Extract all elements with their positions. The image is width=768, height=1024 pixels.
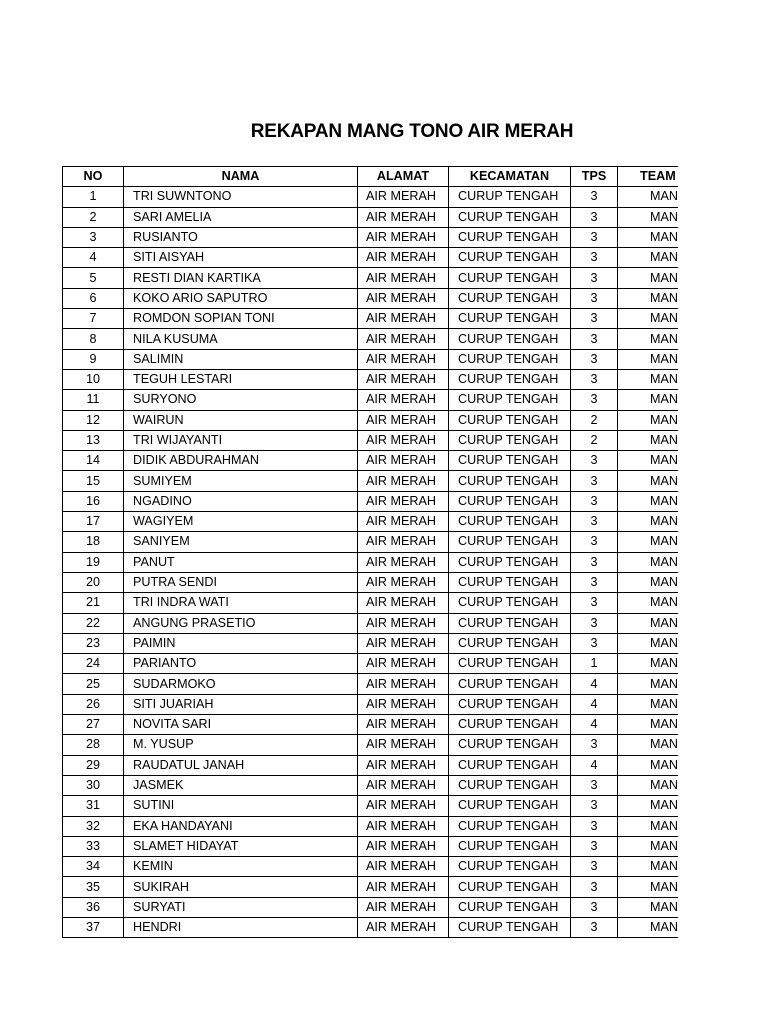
table-row	[63, 816, 679, 836]
row-alamat-cell: AIR MERAH	[358, 877, 449, 897]
row-alamat-cell: AIR MERAH	[358, 369, 449, 389]
row-team-cell: MAN	[618, 917, 679, 937]
row-alamat-cell: AIR MERAH	[358, 735, 449, 755]
row-kecamatan-cell: CURUP TENGAH	[449, 654, 571, 674]
row-nama-cell: PAIMIN	[124, 633, 358, 653]
row-team-cell: MAN	[618, 613, 679, 633]
row-no-cell: 2	[63, 207, 124, 227]
row-team-cell: MAN	[618, 471, 679, 491]
row-alamat-cell: AIR MERAH	[358, 593, 449, 613]
row-alamat-cell: AIR MERAH	[358, 512, 449, 532]
row-team-cell: MAN	[618, 451, 679, 471]
row-kecamatan-cell: CURUP TENGAH	[449, 917, 571, 937]
table-row	[63, 633, 679, 653]
row-team-cell: MAN	[618, 877, 679, 897]
header-row	[63, 167, 679, 187]
row-kecamatan-cell: CURUP TENGAH	[449, 775, 571, 795]
row-no-cell: 27	[63, 715, 124, 735]
row-alamat-cell: AIR MERAH	[358, 552, 449, 572]
row-nama-cell: NOVITA SARI	[124, 715, 358, 735]
row-no-cell: 37	[63, 917, 124, 937]
table-row	[63, 329, 679, 349]
table-row	[63, 775, 679, 795]
row-nama-cell: TRI INDRA WATI	[124, 593, 358, 613]
row-nama-cell: KEMIN	[124, 857, 358, 877]
table-row	[63, 897, 679, 917]
row-no-cell: 23	[63, 633, 124, 653]
table-body	[63, 187, 679, 938]
row-no-cell: 29	[63, 755, 124, 775]
row-alamat-cell: AIR MERAH	[358, 613, 449, 633]
header-nama: NAMA	[124, 167, 358, 187]
row-alamat-cell: AIR MERAH	[358, 654, 449, 674]
table-row	[63, 552, 679, 572]
row-nama-cell: WAIRUN	[124, 410, 358, 430]
row-tps-cell: 3	[571, 309, 618, 329]
row-team-cell: MAN	[618, 633, 679, 653]
row-no-cell: 1	[63, 187, 124, 207]
row-no-cell: 19	[63, 552, 124, 572]
row-alamat-cell: AIR MERAH	[358, 288, 449, 308]
row-team-cell: MAN	[618, 552, 679, 572]
table-row	[63, 187, 679, 207]
row-alamat-cell: AIR MERAH	[358, 227, 449, 247]
row-alamat-cell: AIR MERAH	[358, 897, 449, 917]
table-row	[63, 491, 679, 511]
row-tps-cell: 3	[571, 775, 618, 795]
row-nama-cell: KOKO ARIO SAPUTRO	[124, 288, 358, 308]
row-kecamatan-cell: CURUP TENGAH	[449, 735, 571, 755]
table-row	[63, 227, 679, 247]
row-team-cell: MAN	[618, 329, 679, 349]
row-alamat-cell: AIR MERAH	[358, 248, 449, 268]
row-alamat-cell: AIR MERAH	[358, 857, 449, 877]
row-no-cell: 9	[63, 349, 124, 369]
row-nama-cell: SUMIYEM	[124, 471, 358, 491]
table-row	[63, 613, 679, 633]
row-team-cell: MAN	[618, 309, 679, 329]
row-alamat-cell: AIR MERAH	[358, 410, 449, 430]
row-no-cell: 3	[63, 227, 124, 247]
row-kecamatan-cell: CURUP TENGAH	[449, 430, 571, 450]
row-tps-cell: 3	[571, 633, 618, 653]
row-tps-cell: 3	[571, 227, 618, 247]
row-kecamatan-cell: CURUP TENGAH	[449, 857, 571, 877]
row-team-cell: MAN	[618, 775, 679, 795]
row-team-cell: MAN	[618, 532, 679, 552]
row-no-cell: 28	[63, 735, 124, 755]
table-row	[63, 836, 679, 856]
row-nama-cell: TRI WIJAYANTI	[124, 430, 358, 450]
row-tps-cell: 3	[571, 349, 618, 369]
row-nama-cell: RUSIANTO	[124, 227, 358, 247]
row-nama-cell: SALIMIN	[124, 349, 358, 369]
row-kecamatan-cell: CURUP TENGAH	[449, 694, 571, 714]
row-kecamatan-cell: CURUP TENGAH	[449, 471, 571, 491]
table-row	[63, 796, 679, 816]
row-tps-cell: 3	[571, 390, 618, 410]
row-tps-cell: 3	[571, 248, 618, 268]
row-nama-cell: WAGIYEM	[124, 512, 358, 532]
row-no-cell: 18	[63, 532, 124, 552]
row-no-cell: 32	[63, 816, 124, 836]
row-tps-cell: 3	[571, 593, 618, 613]
row-alamat-cell: AIR MERAH	[358, 816, 449, 836]
row-no-cell: 20	[63, 572, 124, 592]
row-kecamatan-cell: CURUP TENGAH	[449, 796, 571, 816]
row-team-cell: MAN	[618, 390, 679, 410]
table-row	[63, 532, 679, 552]
row-tps-cell: 4	[571, 715, 618, 735]
row-kecamatan-cell: CURUP TENGAH	[449, 715, 571, 735]
row-nama-cell: RAUDATUL JANAH	[124, 755, 358, 775]
row-team-cell: MAN	[618, 593, 679, 613]
row-nama-cell: SUDARMOKO	[124, 674, 358, 694]
row-no-cell: 4	[63, 248, 124, 268]
table-row	[63, 755, 679, 775]
row-kecamatan-cell: CURUP TENGAH	[449, 613, 571, 633]
row-nama-cell: SITI JUARIAH	[124, 694, 358, 714]
row-nama-cell: NGADINO	[124, 491, 358, 511]
row-team-cell: MAN	[618, 796, 679, 816]
row-no-cell: 12	[63, 410, 124, 430]
header-tps: TPS	[571, 167, 618, 187]
table-row	[63, 917, 679, 937]
row-nama-cell: HENDRI	[124, 917, 358, 937]
row-team-cell: MAN	[618, 207, 679, 227]
row-kecamatan-cell: CURUP TENGAH	[449, 877, 571, 897]
table-row	[63, 572, 679, 592]
row-team-cell: MAN	[618, 654, 679, 674]
row-nama-cell: SARI AMELIA	[124, 207, 358, 227]
table-row	[63, 288, 679, 308]
row-tps-cell: 3	[571, 816, 618, 836]
header-kecamatan: KECAMATAN	[449, 167, 571, 187]
row-nama-cell: JASMEK	[124, 775, 358, 795]
row-tps-cell: 3	[571, 471, 618, 491]
row-alamat-cell: AIR MERAH	[358, 207, 449, 227]
table-row	[63, 390, 679, 410]
row-no-cell: 36	[63, 897, 124, 917]
row-tps-cell: 2	[571, 430, 618, 450]
table-row	[63, 877, 679, 897]
row-no-cell: 34	[63, 857, 124, 877]
row-nama-cell: M. YUSUP	[124, 735, 358, 755]
row-nama-cell: SLAMET HIDAYAT	[124, 836, 358, 856]
table-row	[63, 735, 679, 755]
row-no-cell: 15	[63, 471, 124, 491]
table-row	[63, 248, 679, 268]
row-nama-cell: ANGUNG PRASETIO	[124, 613, 358, 633]
row-kecamatan-cell: CURUP TENGAH	[449, 836, 571, 856]
table-row	[63, 654, 679, 674]
row-tps-cell: 3	[571, 268, 618, 288]
row-nama-cell: SURYONO	[124, 390, 358, 410]
row-team-cell: MAN	[618, 694, 679, 714]
table-row	[63, 268, 679, 288]
row-no-cell: 17	[63, 512, 124, 532]
row-tps-cell: 3	[571, 897, 618, 917]
row-tps-cell: 3	[571, 369, 618, 389]
row-tps-cell: 1	[571, 654, 618, 674]
table-row	[63, 715, 679, 735]
header-no: NO	[63, 167, 124, 187]
row-no-cell: 8	[63, 329, 124, 349]
row-team-cell: MAN	[618, 755, 679, 775]
row-team-cell: MAN	[618, 268, 679, 288]
row-nama-cell: SUTINI	[124, 796, 358, 816]
row-tps-cell: 3	[571, 613, 618, 633]
row-no-cell: 33	[63, 836, 124, 856]
row-tps-cell: 3	[571, 451, 618, 471]
row-no-cell: 5	[63, 268, 124, 288]
row-team-cell: MAN	[618, 227, 679, 247]
row-alamat-cell: AIR MERAH	[358, 775, 449, 795]
row-no-cell: 13	[63, 430, 124, 450]
table-row	[63, 410, 679, 430]
row-alamat-cell: AIR MERAH	[358, 187, 449, 207]
row-no-cell: 6	[63, 288, 124, 308]
row-tps-cell: 3	[571, 207, 618, 227]
row-team-cell: MAN	[618, 816, 679, 836]
table-row	[63, 349, 679, 369]
row-tps-cell: 3	[571, 187, 618, 207]
row-nama-cell: PANUT	[124, 552, 358, 572]
row-kecamatan-cell: CURUP TENGAH	[449, 227, 571, 247]
row-team-cell: MAN	[618, 735, 679, 755]
row-no-cell: 25	[63, 674, 124, 694]
row-team-cell: MAN	[618, 857, 679, 877]
row-kecamatan-cell: CURUP TENGAH	[449, 816, 571, 836]
row-alamat-cell: AIR MERAH	[358, 329, 449, 349]
row-kecamatan-cell: CURUP TENGAH	[449, 491, 571, 511]
row-kecamatan-cell: CURUP TENGAH	[449, 512, 571, 532]
data-table-container	[62, 166, 678, 938]
row-nama-cell: PUTRA SENDI	[124, 572, 358, 592]
row-tps-cell: 3	[571, 877, 618, 897]
row-kecamatan-cell: CURUP TENGAH	[449, 329, 571, 349]
row-nama-cell: TEGUH LESTARI	[124, 369, 358, 389]
row-no-cell: 7	[63, 309, 124, 329]
row-nama-cell: PARIANTO	[124, 654, 358, 674]
table-row	[63, 451, 679, 471]
row-alamat-cell: AIR MERAH	[358, 309, 449, 329]
table-row	[63, 512, 679, 532]
row-alamat-cell: AIR MERAH	[358, 532, 449, 552]
row-alamat-cell: AIR MERAH	[358, 836, 449, 856]
row-no-cell: 30	[63, 775, 124, 795]
row-kecamatan-cell: CURUP TENGAH	[449, 572, 571, 592]
row-tps-cell: 3	[571, 288, 618, 308]
row-tps-cell: 3	[571, 552, 618, 572]
row-tps-cell: 3	[571, 917, 618, 937]
row-team-cell: MAN	[618, 572, 679, 592]
page-title: REKAPAN MANG TONO AIR MERAH	[250, 121, 574, 142]
row-kecamatan-cell: CURUP TENGAH	[449, 410, 571, 430]
row-alamat-cell: AIR MERAH	[358, 268, 449, 288]
row-alamat-cell: AIR MERAH	[358, 572, 449, 592]
row-team-cell: MAN	[618, 187, 679, 207]
table-row	[63, 593, 679, 613]
row-kecamatan-cell: CURUP TENGAH	[449, 755, 571, 775]
row-kecamatan-cell: CURUP TENGAH	[449, 288, 571, 308]
row-tps-cell: 3	[571, 836, 618, 856]
table-row	[63, 309, 679, 329]
table-row	[63, 369, 679, 389]
row-kecamatan-cell: CURUP TENGAH	[449, 593, 571, 613]
row-tps-cell: 4	[571, 755, 618, 775]
row-nama-cell: RESTI DIAN KARTIKA	[124, 268, 358, 288]
header-team: TEAM	[618, 167, 679, 187]
table-row	[63, 471, 679, 491]
row-alamat-cell: AIR MERAH	[358, 390, 449, 410]
row-kecamatan-cell: CURUP TENGAH	[449, 248, 571, 268]
row-team-cell: MAN	[618, 288, 679, 308]
row-nama-cell: TRI SUWNTONO	[124, 187, 358, 207]
row-nama-cell: NILA KUSUMA	[124, 329, 358, 349]
row-no-cell: 22	[63, 613, 124, 633]
row-alamat-cell: AIR MERAH	[358, 633, 449, 653]
row-no-cell: 31	[63, 796, 124, 816]
row-tps-cell: 3	[571, 329, 618, 349]
row-kecamatan-cell: CURUP TENGAH	[449, 532, 571, 552]
row-no-cell: 11	[63, 390, 124, 410]
table-row	[63, 430, 679, 450]
table-row	[63, 694, 679, 714]
row-alamat-cell: AIR MERAH	[358, 471, 449, 491]
row-alamat-cell: AIR MERAH	[358, 755, 449, 775]
row-alamat-cell: AIR MERAH	[358, 491, 449, 511]
row-nama-cell: ROMDON SOPIAN TONI	[124, 309, 358, 329]
row-no-cell: 35	[63, 877, 124, 897]
row-alamat-cell: AIR MERAH	[358, 694, 449, 714]
row-no-cell: 10	[63, 369, 124, 389]
row-no-cell: 21	[63, 593, 124, 613]
row-tps-cell: 4	[571, 694, 618, 714]
row-nama-cell: SANIYEM	[124, 532, 358, 552]
row-kecamatan-cell: CURUP TENGAH	[449, 897, 571, 917]
row-alamat-cell: AIR MERAH	[358, 796, 449, 816]
row-alamat-cell: AIR MERAH	[358, 430, 449, 450]
row-nama-cell: SURYATI	[124, 897, 358, 917]
row-kecamatan-cell: CURUP TENGAH	[449, 207, 571, 227]
header-alamat: ALAMAT	[358, 167, 449, 187]
row-no-cell: 26	[63, 694, 124, 714]
row-team-cell: MAN	[618, 897, 679, 917]
row-kecamatan-cell: CURUP TENGAH	[449, 552, 571, 572]
row-tps-cell: 3	[571, 512, 618, 532]
row-kecamatan-cell: CURUP TENGAH	[449, 349, 571, 369]
row-kecamatan-cell: CURUP TENGAH	[449, 451, 571, 471]
row-kecamatan-cell: CURUP TENGAH	[449, 187, 571, 207]
row-tps-cell: 3	[571, 491, 618, 511]
row-team-cell: MAN	[618, 248, 679, 268]
row-alamat-cell: AIR MERAH	[358, 349, 449, 369]
row-alamat-cell: AIR MERAH	[358, 674, 449, 694]
row-team-cell: MAN	[618, 430, 679, 450]
row-no-cell: 24	[63, 654, 124, 674]
row-nama-cell: SUKIRAH	[124, 877, 358, 897]
row-team-cell: MAN	[618, 410, 679, 430]
row-tps-cell: 3	[571, 532, 618, 552]
row-kecamatan-cell: CURUP TENGAH	[449, 674, 571, 694]
row-kecamatan-cell: CURUP TENGAH	[449, 309, 571, 329]
row-alamat-cell: AIR MERAH	[358, 715, 449, 735]
row-team-cell: MAN	[618, 491, 679, 511]
row-no-cell: 16	[63, 491, 124, 511]
row-tps-cell: 3	[571, 735, 618, 755]
row-no-cell: 14	[63, 451, 124, 471]
table-row	[63, 857, 679, 877]
row-kecamatan-cell: CURUP TENGAH	[449, 390, 571, 410]
row-tps-cell: 3	[571, 796, 618, 816]
row-team-cell: MAN	[618, 369, 679, 389]
row-team-cell: MAN	[618, 715, 679, 735]
row-team-cell: MAN	[618, 349, 679, 369]
row-team-cell: MAN	[618, 836, 679, 856]
row-kecamatan-cell: CURUP TENGAH	[449, 633, 571, 653]
row-tps-cell: 2	[571, 410, 618, 430]
row-tps-cell: 3	[571, 572, 618, 592]
table-row	[63, 207, 679, 227]
table-row	[63, 674, 679, 694]
row-kecamatan-cell: CURUP TENGAH	[449, 369, 571, 389]
row-team-cell: MAN	[618, 674, 679, 694]
row-nama-cell: EKA HANDAYANI	[124, 816, 358, 836]
row-alamat-cell: AIR MERAH	[358, 917, 449, 937]
row-tps-cell: 3	[571, 857, 618, 877]
row-nama-cell: DIDIK ABDURAHMAN	[124, 451, 358, 471]
row-alamat-cell: AIR MERAH	[358, 451, 449, 471]
row-kecamatan-cell: CURUP TENGAH	[449, 268, 571, 288]
row-team-cell: MAN	[618, 512, 679, 532]
row-tps-cell: 4	[571, 674, 618, 694]
row-nama-cell: SITI AISYAH	[124, 248, 358, 268]
data-table	[62, 166, 678, 938]
